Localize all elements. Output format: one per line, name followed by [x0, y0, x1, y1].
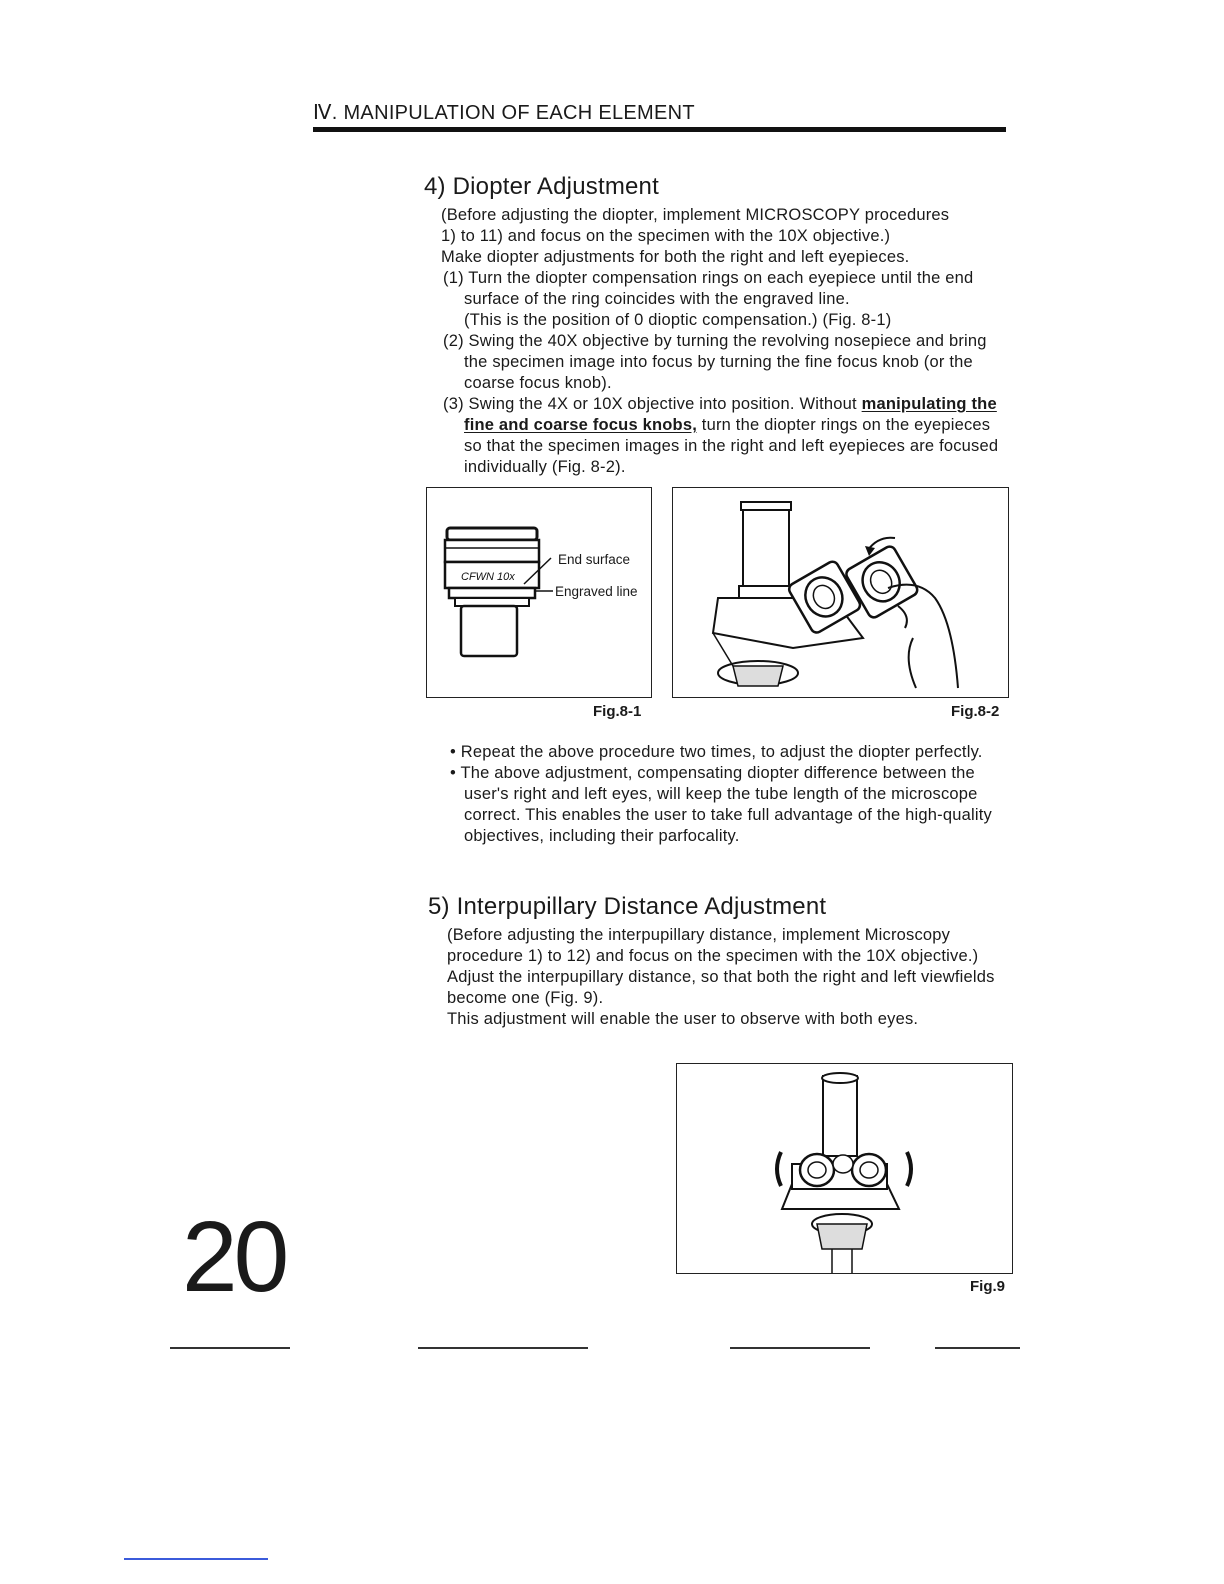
step-3-text-a: (3) Swing the 4X or 10X objective into position. Without [443, 395, 862, 413]
step-3-text-b: turn the diopter rings on the eyepieces so that the specimen images in the right and left eyepieces are focused individually (Fig. 8-2). [464, 416, 999, 476]
figure-8-2-caption: Fig.8-2 [951, 703, 1000, 720]
step-3 [443, 394, 1011, 478]
figure-9-caption: Fig.9 [970, 1278, 1006, 1295]
figure-9 [676, 1063, 1013, 1274]
figure-8-1-caption: Fig.8-1 [593, 703, 642, 720]
bottom-blue-rule [124, 1558, 268, 1560]
section-5-body [447, 925, 1015, 1030]
diopter-ring-illustration [673, 488, 1008, 697]
chapter-title: Ⅳ. MANIPULATION OF EACH ELEMENT [313, 102, 695, 124]
step-2: (2) Swing the 40X objective by turning the revolving nosepiece and bring the specimen image into focus by turning the fine focus knob (or the coarse focus knob). [443, 332, 987, 392]
section-5-title: 5) Interpupillary Distance Adjustment [428, 893, 827, 920]
intro-line-2: 1) to 11) and focus on the specimen with the 10X objective.) [441, 227, 891, 245]
label-end-surface: End surface [558, 552, 631, 567]
footer-rule-2 [418, 1347, 588, 1349]
eyepiece-engraving: CFWN 10x [461, 571, 515, 583]
footer-rule-4 [935, 1347, 1020, 1349]
step-1-note: (This is the position of 0 dioptic compensation.) (Fig. 8-1) [464, 311, 892, 329]
step-1: (1) Turn the diopter compensation rings on each eyepiece until the end surface of the ring coincides with the engraved line. [443, 269, 974, 308]
section-4-notes [450, 742, 1012, 847]
section-5-para-1: (Before adjusting the interpupillary distance, implement Microscopy procedure 1) to 12) and focus on the specimen with the 10X objective.) [447, 926, 979, 965]
figure-8-1 [426, 487, 652, 698]
interpupillary-illustration [677, 1064, 1012, 1273]
chapter-divider [313, 127, 1006, 132]
note-1: • Repeat the above procedure two times, to adjust the diopter perfectly. [450, 743, 983, 761]
intro-line-3: Make diopter adjustments for both the right and left eyepieces. [441, 248, 910, 266]
note-2: • The above adjustment, compensating diopter difference between the user's right and left eyes, will keep the tube length of the microscope correct. This enables the user to take full advantage of the high-quality objectives, including their parfocality. [450, 764, 992, 845]
footer-rule-3 [730, 1347, 870, 1349]
step-3-underlined: manipulating the fine and coarse focus knobs, [464, 395, 997, 434]
label-engraved-line: Engraved line [555, 584, 638, 599]
section-4-title: 4) Diopter Adjustment [424, 173, 659, 200]
footer-rule-1 [170, 1347, 290, 1349]
intro-line-1: (Before adjusting the diopter, implement MICROSCOPY procedures [441, 206, 950, 224]
section-5-para-2: Adjust the interpupillary distance, so that both the right and left viewfields become one (Fig. 9). [447, 968, 995, 1007]
page-number: 20 [182, 1201, 286, 1313]
figure-8-2 [672, 487, 1009, 698]
section-5-para-3: This adjustment will enable the user to observe with both eyes. [447, 1010, 919, 1028]
section-4-intro [441, 205, 1011, 268]
section-4-steps [443, 268, 1011, 478]
